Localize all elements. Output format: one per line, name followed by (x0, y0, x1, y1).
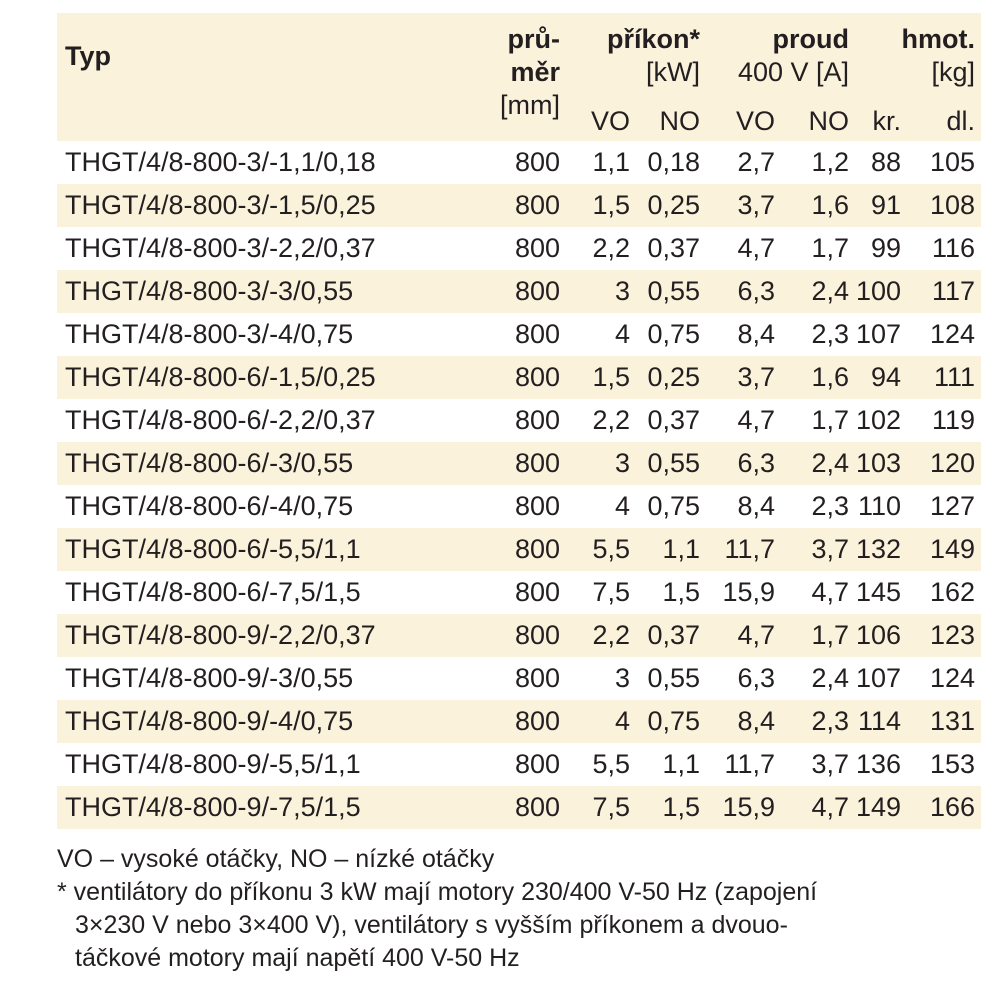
hmot-kr-cell: 100 (855, 270, 907, 313)
hmot-kr-cell: 106 (855, 614, 907, 657)
proud-no-cell: 2,3 (781, 700, 855, 743)
prikon-vo-cell: 2,2 (592, 233, 630, 263)
typ-cell: THGT/4/8-800-9/-3/0,55 (65, 663, 354, 693)
hmot-kr-cell: 107 (855, 663, 902, 693)
header-typ: Typ (57, 13, 427, 141)
typ-cell: THGT/4/8-800-6/-1,5/0,25 (57, 356, 427, 399)
hmot-kr-cell: 99 (870, 233, 902, 263)
prikon-no-cell: 0,37 (636, 614, 706, 657)
proud-vo-cell: 4,7 (737, 233, 776, 263)
proud-no-cell: 3,7 (781, 528, 855, 571)
prikon-no-cell: 0,18 (647, 147, 701, 177)
header-vo-proud: VO (706, 103, 781, 141)
header-prumer (427, 13, 566, 141)
prumer-cell: 800 (427, 700, 566, 743)
hmot-dl-cell: 153 (929, 749, 976, 779)
prikon-vo-cell: 7,5 (592, 577, 630, 607)
header-no-proud: NO (781, 103, 855, 141)
proud-no-cell: 2,4 (781, 442, 855, 485)
hmot-dl-cell: 119 (931, 405, 976, 435)
prikon-no-cell: 0,25 (636, 356, 706, 399)
proud-vo-cell: 3,7 (706, 356, 781, 399)
hmot-kr-cell: 110 (857, 491, 902, 521)
table-row (57, 700, 981, 743)
header-prumer-line1: prů- (507, 24, 560, 54)
prumer-cell: 800 (514, 319, 560, 349)
prikon-no-cell: 0,55 (636, 270, 706, 313)
table-row (57, 270, 981, 313)
fan-spec-table (57, 13, 981, 829)
hmot-kr-cell: 103 (855, 442, 907, 485)
prikon-no-cell: 1,1 (636, 528, 706, 571)
prikon-vo-cell: 4 (566, 700, 636, 743)
proud-vo-cell: 6,3 (706, 270, 781, 313)
table-row (57, 141, 981, 184)
prikon-vo-cell: 3 (566, 270, 636, 313)
hmot-dl-cell: 127 (929, 491, 976, 521)
header-kr: kr. (855, 103, 907, 141)
proud-vo-cell: 15,9 (722, 577, 776, 607)
footnote-legend: VO – vysoké otáčky, NO – nízké otáčky (57, 845, 495, 873)
prumer-cell: 800 (427, 786, 566, 829)
prikon-vo-cell: 1,5 (566, 356, 636, 399)
proud-no-cell: 4,7 (781, 786, 855, 829)
hmot-kr-cell: 114 (855, 700, 907, 743)
table-row (57, 356, 981, 399)
prumer-cell: 800 (427, 442, 566, 485)
typ-cell: THGT/4/8-800-6/-5,5/1,1 (57, 528, 427, 571)
prikon-no-cell: 0,55 (636, 442, 706, 485)
table-row (57, 313, 981, 356)
hmot-kr-cell: 132 (855, 528, 907, 571)
hmot-kr-cell: 102 (855, 405, 902, 435)
header-no-prikon: NO (636, 103, 706, 141)
hmot-kr-cell: 91 (855, 184, 907, 227)
typ-cell: THGT/4/8-800-9/-7,5/1,5 (57, 786, 427, 829)
header-vo-prikon: VO (566, 103, 636, 141)
proud-no-cell: 2,4 (781, 270, 855, 313)
proud-vo-cell: 8,4 (706, 700, 781, 743)
proud-no-cell: 3,7 (811, 749, 850, 779)
typ-cell: THGT/4/8-800-3/-2,2/0,37 (65, 233, 376, 263)
spec-sheet (57, 13, 976, 975)
table-row (57, 657, 981, 700)
table-row (57, 184, 981, 227)
prikon-no-cell: 0,75 (636, 700, 706, 743)
proud-no-cell: 1,7 (811, 233, 850, 263)
proud-vo-cell: 15,9 (706, 786, 781, 829)
hmot-dl-cell: 124 (929, 663, 976, 693)
typ-cell: THGT/4/8-800-3/-4/0,75 (65, 319, 354, 349)
typ-cell: THGT/4/8-800-9/-4/0,75 (57, 700, 427, 743)
hmot-dl-cell: 124 (929, 319, 976, 349)
prikon-vo-cell: 5,5 (566, 528, 636, 571)
header-prikon (566, 13, 706, 103)
footnotes (57, 843, 945, 975)
proud-vo-cell: 4,7 (706, 614, 781, 657)
header-prumer-unit: [mm] (500, 90, 560, 120)
header-proud-label: proud (772, 24, 850, 54)
prikon-no-cell: 0,55 (647, 663, 701, 693)
typ-cell: THGT/4/8-800-6/-4/0,75 (65, 491, 354, 521)
proud-no-cell: 2,4 (811, 663, 850, 693)
hmot-dl-cell: 117 (907, 270, 981, 313)
prumer-cell: 800 (427, 528, 566, 571)
header-proud (706, 13, 855, 103)
hmot-dl-cell: 131 (907, 700, 981, 743)
proud-vo-cell: 11,7 (724, 749, 776, 779)
proud-no-cell: 1,6 (781, 184, 855, 227)
table-row (57, 571, 981, 614)
prikon-no-cell: 0,37 (647, 405, 701, 435)
table-row (57, 399, 981, 442)
table-row (57, 786, 981, 829)
proud-no-cell: 2,3 (811, 319, 850, 349)
header-dl: dl. (907, 103, 981, 141)
prumer-cell: 800 (514, 749, 560, 779)
hmot-dl-cell: 162 (929, 577, 976, 607)
hmot-kr-cell: 136 (855, 749, 902, 779)
header-hmot-unit: [kg] (931, 57, 976, 87)
typ-cell: THGT/4/8-800-9/-5,5/1,1 (65, 749, 361, 779)
proud-vo-cell: 8,4 (737, 319, 776, 349)
footnote-motors-line3: táčkové motory mají napětí 400 V-50 Hz (75, 944, 520, 972)
prikon-no-cell: 0,75 (647, 491, 701, 521)
typ-cell: THGT/4/8-800-6/-2,2/0,37 (65, 405, 376, 435)
typ-cell: THGT/4/8-800-6/-7,5/1,5 (65, 577, 361, 607)
prikon-no-cell: 0,25 (636, 184, 706, 227)
proud-vo-cell: 11,7 (706, 528, 781, 571)
footnote-motors-line1: * ventilátory do příkonu 3 kW mají motory 230/400 V-50 Hz (zapojení (57, 878, 818, 906)
hmot-dl-cell: 105 (929, 147, 976, 177)
table-row (57, 743, 981, 786)
prumer-cell: 800 (514, 147, 560, 177)
prumer-cell: 800 (427, 184, 566, 227)
proud-no-cell: 1,7 (781, 614, 855, 657)
hmot-dl-cell: 111 (907, 356, 981, 399)
prumer-cell: 800 (427, 614, 566, 657)
prikon-no-cell: 0,75 (647, 319, 701, 349)
header-prikon-unit: [kW] (646, 57, 701, 87)
prumer-cell: 800 (514, 577, 560, 607)
typ-cell: THGT/4/8-800-3/-3/0,55 (57, 270, 427, 313)
hmot-kr-cell: 149 (855, 786, 907, 829)
proud-vo-cell: 6,3 (737, 663, 776, 693)
prikon-no-cell: 1,1 (662, 749, 701, 779)
header-prumer-line2: měr (510, 57, 560, 87)
table-row (57, 528, 981, 571)
hmot-dl-cell: 123 (907, 614, 981, 657)
typ-cell: THGT/4/8-800-3/-1,1/0,18 (65, 147, 376, 177)
prikon-vo-cell: 1,5 (566, 184, 636, 227)
prikon-vo-cell: 3 (566, 442, 636, 485)
prikon-vo-cell: 2,2 (566, 614, 636, 657)
hmot-dl-cell: 108 (907, 184, 981, 227)
hmot-kr-cell: 107 (855, 319, 902, 349)
prikon-vo-cell: 4 (614, 491, 630, 521)
proud-vo-cell: 2,7 (737, 147, 776, 177)
proud-no-cell: 1,2 (811, 147, 850, 177)
hmot-dl-cell: 116 (931, 233, 976, 263)
table-row (57, 227, 981, 270)
prikon-vo-cell: 2,2 (592, 405, 630, 435)
prumer-cell: 800 (514, 233, 560, 263)
prikon-vo-cell: 3 (614, 663, 630, 693)
hmot-dl-cell: 149 (907, 528, 981, 571)
proud-no-cell: 4,7 (811, 577, 850, 607)
table-row (57, 442, 981, 485)
prumer-cell: 800 (514, 491, 560, 521)
proud-no-cell: 1,6 (781, 356, 855, 399)
proud-no-cell: 1,7 (811, 405, 850, 435)
table-body (57, 141, 981, 829)
proud-no-cell: 2,3 (811, 491, 850, 521)
prikon-vo-cell: 5,5 (592, 749, 630, 779)
hmot-kr-cell: 88 (870, 147, 902, 177)
proud-vo-cell: 4,7 (737, 405, 776, 435)
prumer-cell: 800 (427, 270, 566, 313)
header-hmot (855, 13, 981, 103)
proud-vo-cell: 8,4 (737, 491, 776, 521)
typ-cell: THGT/4/8-800-6/-3/0,55 (57, 442, 427, 485)
typ-cell: THGT/4/8-800-3/-1,5/0,25 (57, 184, 427, 227)
hmot-dl-cell: 120 (907, 442, 981, 485)
footnote-motors-line2: 3×230 V nebo 3×400 V), ventilátory s vyšším příkonem a dvouo- (75, 911, 788, 939)
header-hmot-label: hmot. (901, 24, 976, 54)
prumer-cell: 800 (427, 356, 566, 399)
prikon-vo-cell: 7,5 (566, 786, 636, 829)
proud-vo-cell: 3,7 (706, 184, 781, 227)
hmot-kr-cell: 94 (855, 356, 907, 399)
prikon-no-cell: 0,37 (647, 233, 701, 263)
prikon-vo-cell: 4 (614, 319, 630, 349)
prumer-cell: 800 (514, 405, 560, 435)
table-row (57, 485, 981, 528)
prumer-cell: 800 (514, 663, 560, 693)
table-row (57, 614, 981, 657)
header-proud-unit: 400 V [A] (737, 57, 850, 87)
hmot-dl-cell: 166 (907, 786, 981, 829)
prikon-vo-cell: 1,1 (592, 147, 630, 177)
proud-vo-cell: 6,3 (706, 442, 781, 485)
typ-cell: THGT/4/8-800-9/-2,2/0,37 (57, 614, 427, 657)
prikon-no-cell: 1,5 (662, 577, 701, 607)
header-row-main (57, 13, 981, 103)
header-prikon-label: příkon* (607, 24, 701, 54)
prikon-no-cell: 1,5 (636, 786, 706, 829)
hmot-kr-cell: 145 (855, 577, 902, 607)
